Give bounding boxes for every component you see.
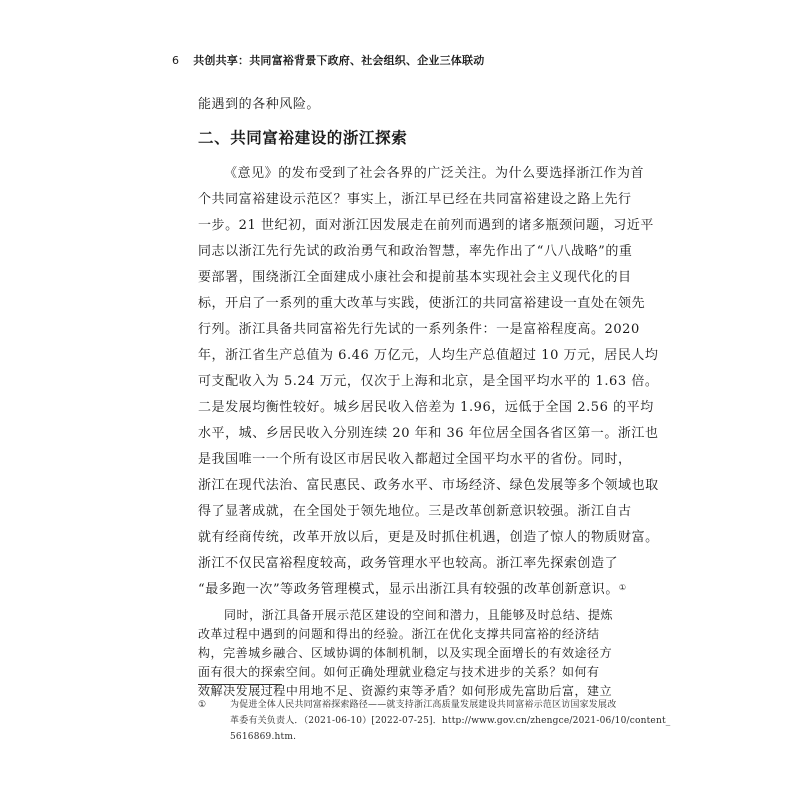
para1-line: 浙江不仅民富裕程度较高，政务管理水平也较高。浙江率先探索创造了	[198, 556, 619, 571]
para2-line: 同时，浙江具备开展示范区建设的空间和潜力，且能够及时总结、提炼	[224, 608, 614, 622]
para1-line: 是我国唯一一个所有设区市居民收入都超过全国平均水平的省份。同时，	[198, 452, 632, 467]
para1-line-text: “最多跑一次”等政务管理模式，显示出浙江具有较强的改革创新意识。	[198, 582, 619, 597]
para1-line: 个共同富裕建设示范区？事实上，浙江早已经在共同富裕建设之路上先行	[198, 192, 632, 207]
footnote-line: 5616869.htm.	[230, 732, 297, 742]
para1-line: 得了显著成就，在全国处于领先地位。三是改革创新意识较强。浙江自古	[198, 504, 632, 519]
para2-line: 改革过程中遇到的问题和得出的经验。浙江在优化支撑共同富裕的经济结	[198, 627, 600, 641]
para1-line: 行列。浙江具备共同富裕先行先试的一系列条件：一是富裕程度高。2020	[198, 322, 640, 337]
footnote-line: 为促进全体人民共同富裕探索路径——就支持浙江高质量发展建设共同富裕示范区访国家发展改	[230, 700, 617, 710]
para1-line: 要部署，围绕浙江全面建成小康社会和提前基本实现社会主义现代化的目	[198, 270, 632, 285]
footnote-divider	[198, 684, 282, 685]
para1-line: 标，开启了一系列的重大改革与实践，使浙江的共同富裕建设一直处在领先	[198, 296, 646, 311]
section-heading: 二、共同富裕建设的浙江探索	[198, 129, 408, 147]
para1-line: 年，浙江省生产总值为 6.46 万亿元，人均生产总值超过 10 万元，居民人均	[198, 348, 659, 363]
para1-line: 同志以浙江先行先试的政治勇气和政治智慧，率先作出了“八八战略”的重	[198, 244, 633, 259]
para2-line: 面有很大的探索空间。如何正确处理就业稳定与技术进步的关系？如何有	[198, 665, 600, 679]
footnote-marker: ①	[198, 700, 207, 710]
para2-line: 构，完善城乡融合、区域协调的体制机制，以及实现全面增长的有效途径方	[198, 646, 613, 660]
para1-line: 水平，城、乡居民收入分别连续 20 年和 36 年位居全国各省区第一。浙江也	[198, 426, 659, 441]
running-header	[172, 52, 484, 68]
para1-line: 《意见》的发布受到了社会各界的广泛关注。为什么要选择浙江作为首	[224, 166, 645, 181]
para1-line: 一步。21 世纪初，面对浙江因发展走在前列而遇到的诸多瓶颈问题，习近平	[198, 218, 654, 233]
para2-line: 效解决发展过程中用地不足、资源约束等矛盾？如何形成先富助后富，建立	[198, 684, 613, 698]
page-number: 6	[172, 54, 180, 67]
para1-line: 可支配收入为 5.24 万元，仅次于上海和北京，是全国平均水平的 1.63 倍。	[198, 374, 659, 389]
footnote-reference[interactable]: ①	[618, 583, 627, 592]
para1-last-line	[198, 582, 627, 598]
footnote-line: 革委有关负责人．（2021-06-10）[2022-07-25]．http://www.gov.cn/zhengce/2021-06/10/content_	[230, 716, 671, 726]
body-line-top: 能遇到的各种风险。	[198, 97, 320, 112]
running-title: 共创共享：共同富裕背景下政府、社会组织、企业三体联动	[193, 54, 485, 67]
para1-line: 二是发展均衡性较好。城乡居民收入倍差为 1.96，远低于全国 2.56 的平均	[198, 400, 654, 415]
para1-line: 就有经商传统，改革开放以后，更是及时抓住机遇，创造了惊人的物质财富。	[198, 530, 659, 545]
para1-line: 浙江在现代法治、富民惠民、政务水平、市场经济、绿色发展等多个领域也取	[198, 478, 659, 493]
